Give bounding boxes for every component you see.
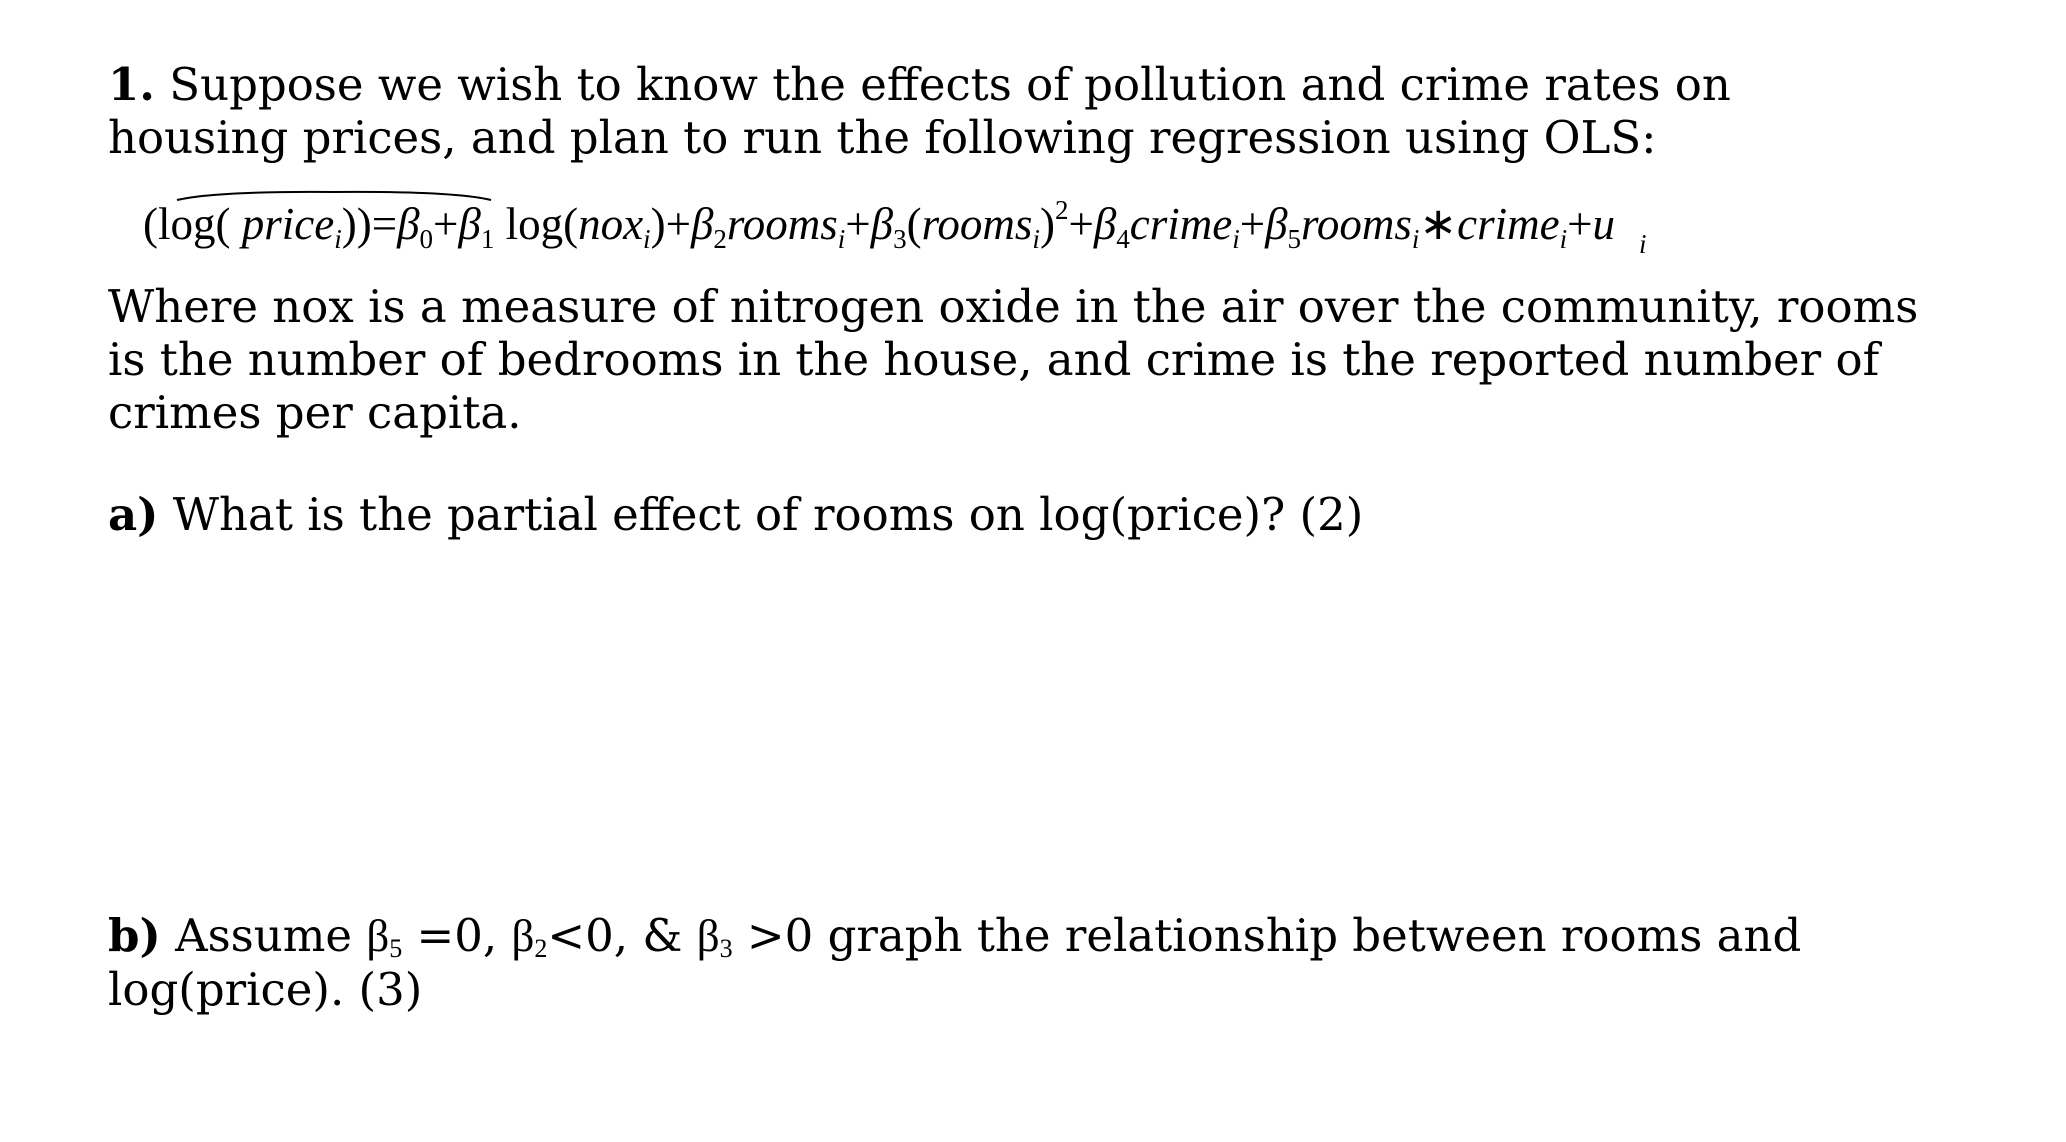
part-b xyxy=(108,909,1801,1016)
variable-description xyxy=(108,280,1918,439)
beta-5: $\beta_5$ xyxy=(366,911,403,963)
description-line-1: Where nox is a measure of nitrogen oxide in the air over the community, rooms xyxy=(108,280,1919,333)
beta-2: $\beta_2$ xyxy=(511,911,548,963)
question-intro-text-1: Suppose we wish to know the effects of pollution and crime rates on xyxy=(154,58,1731,111)
description-line-2: is the number of bedrooms in the house, and crime is the reported number of xyxy=(108,333,1880,386)
part-a-text: What is the partial effect of rooms on log(price)? (2) xyxy=(158,488,1364,541)
regression-equation: (log( $price_i))=\beta_0+\beta_1$ $\log(nox_i)+\beta_2rooms_i+\beta_3(rooms_i)^2+\beta_4crime_i+\beta_5rooms_i∗crime_i+u$ i xyxy=(143,194,1647,274)
part-a xyxy=(108,488,1363,541)
description-line-3: crimes per capita. xyxy=(108,386,522,439)
hat-accent xyxy=(175,190,493,202)
question-1-line-2: housing prices, and plan to run the following regression using OLS: xyxy=(108,111,1657,164)
question-1-intro xyxy=(108,58,1731,164)
beta-3: $\beta_3$ xyxy=(696,911,733,963)
question-number: 1. xyxy=(108,58,155,111)
part-b-line-2: log(price). (3) xyxy=(108,963,423,1016)
part-a-label: a) xyxy=(108,488,159,541)
question-1-line-1 xyxy=(108,58,1731,111)
part-b-line-1: b) Assume $\beta_5 =0$, $\beta_2<0$, & $\beta_3 >0$ graph the relationship between rooms and xyxy=(108,909,1802,963)
eq-lhs: (log( price xyxy=(143,199,335,249)
part-b-label: b) xyxy=(108,909,161,962)
